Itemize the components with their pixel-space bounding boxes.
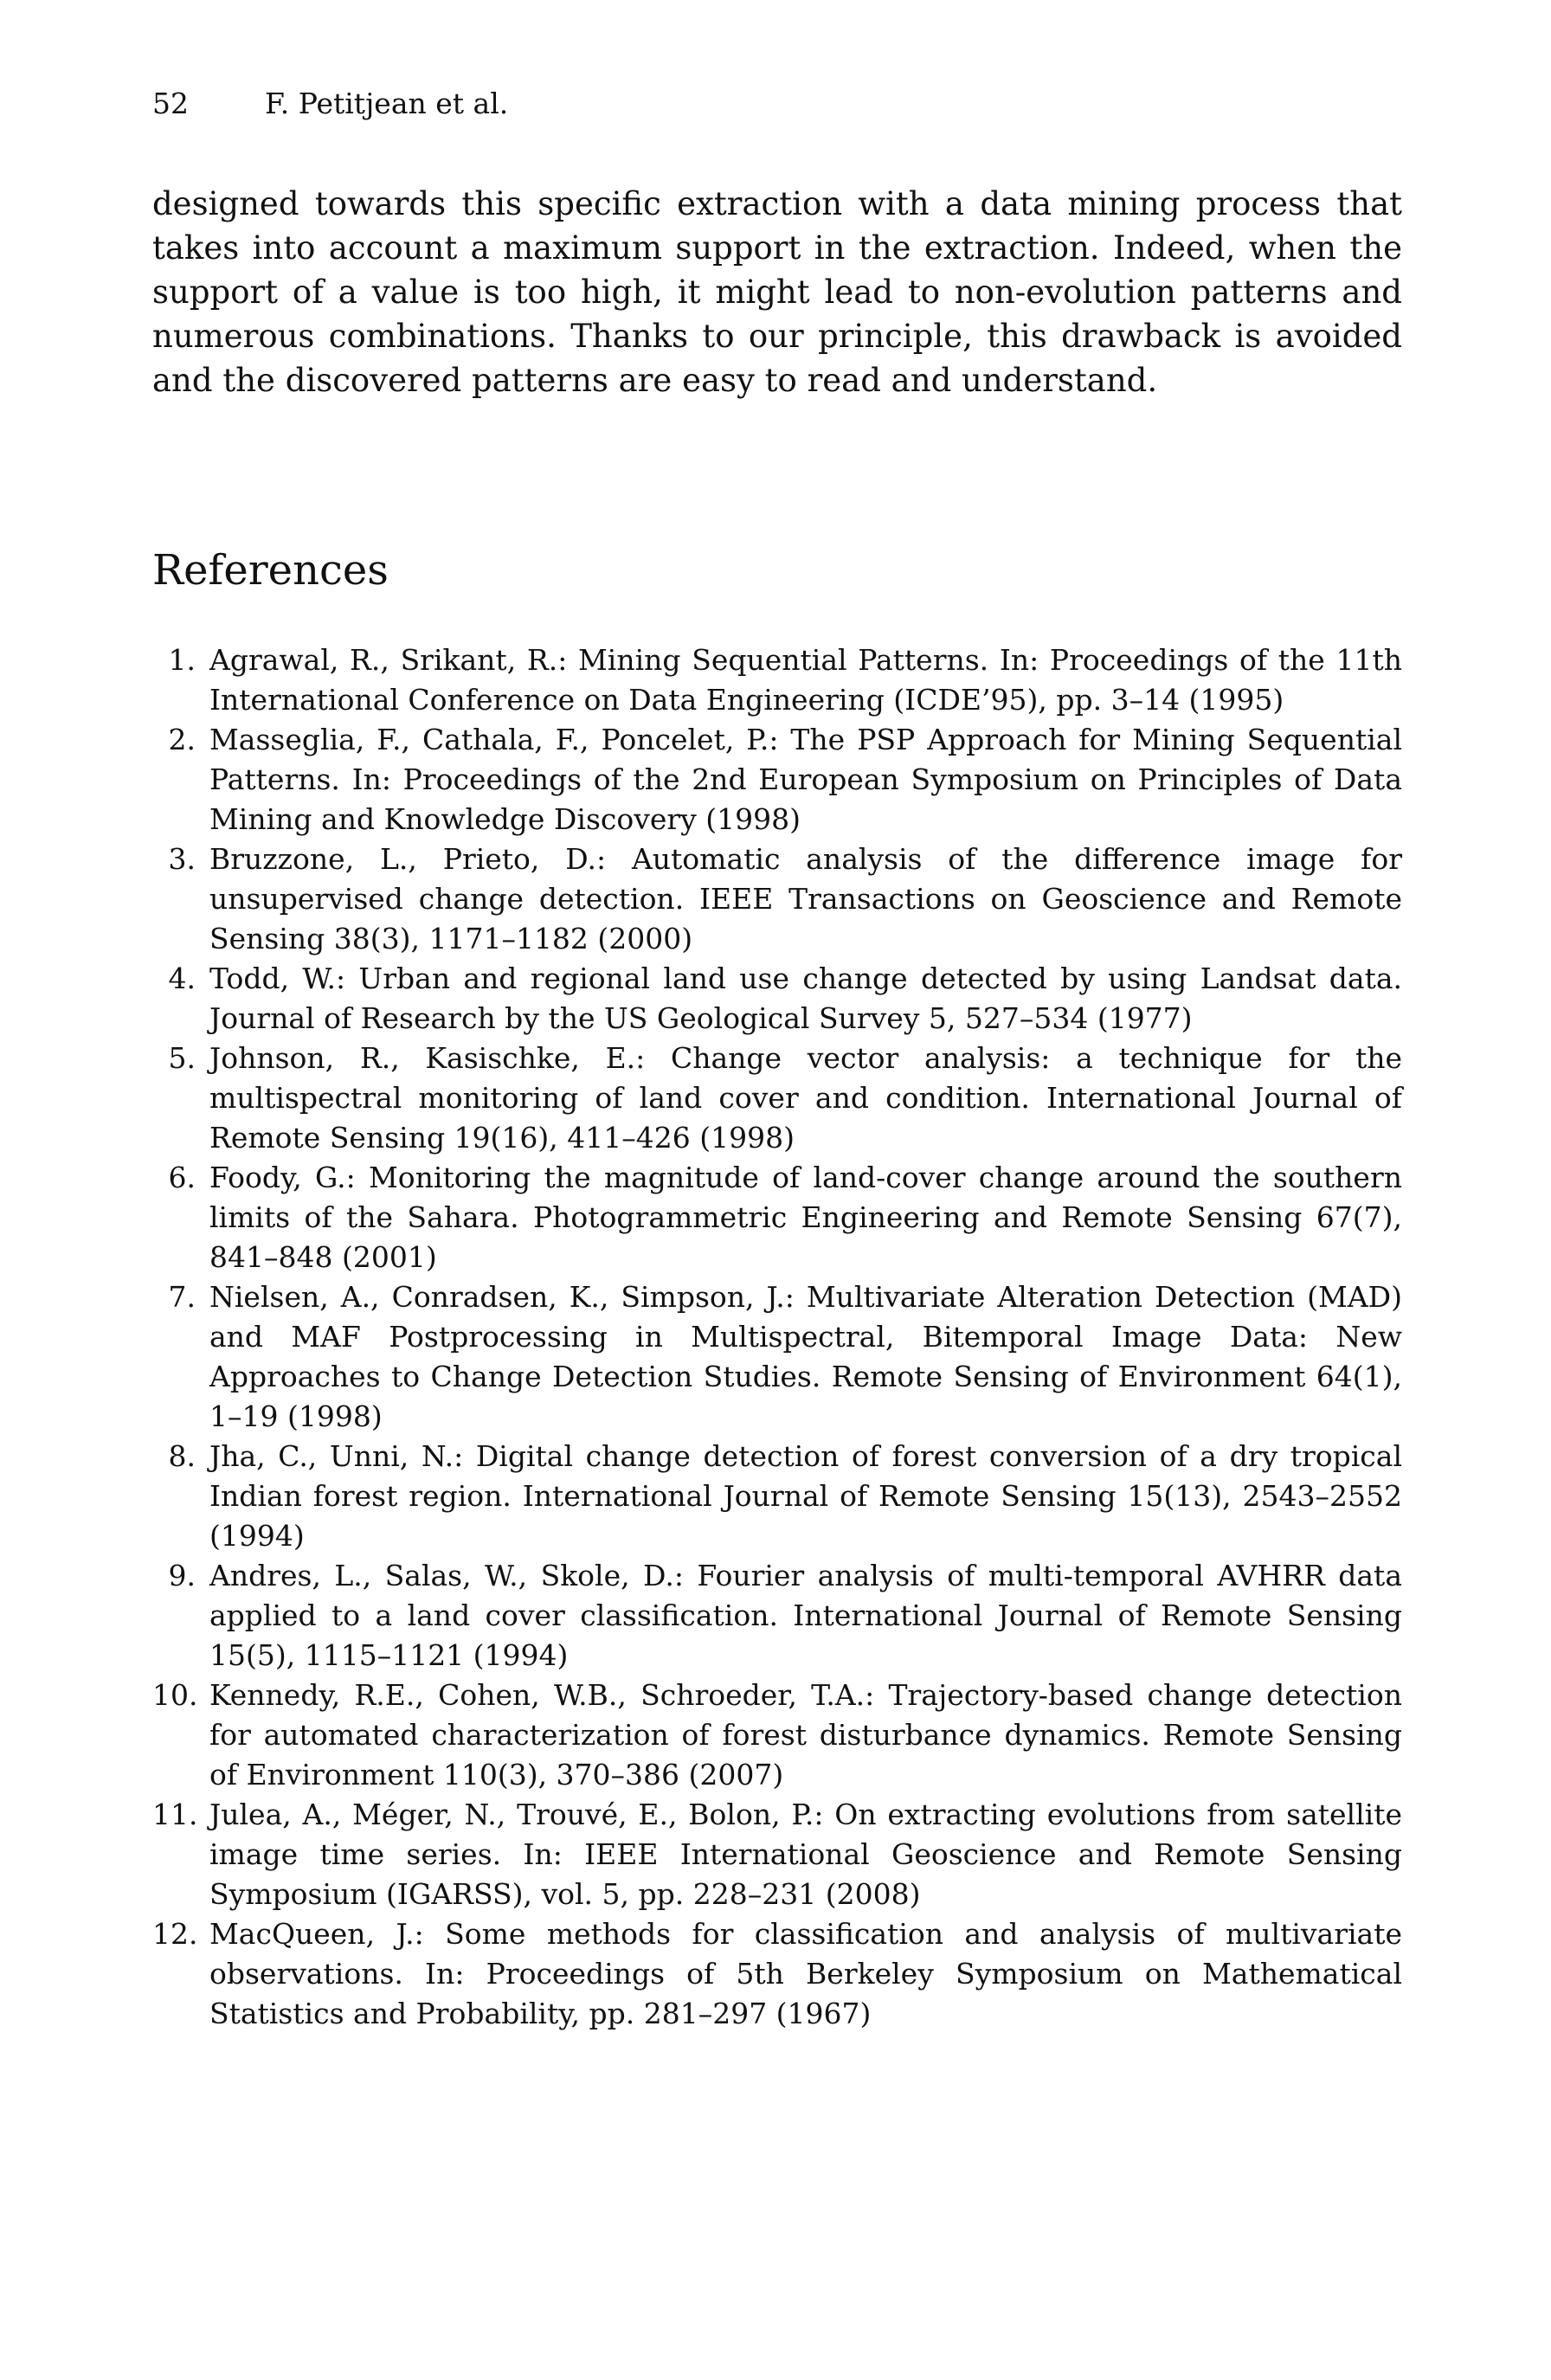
reference-item: [152, 1556, 1402, 1676]
reference-number: 6.: [168, 1161, 196, 1194]
reference-item: [152, 640, 1402, 720]
reference-text: Foody, G.: Monitoring the magnitude of land-cover change around the southern limits of the Sahara. Photogrammetric Engineering and Remote Sensing 67(7), 841–848 (2001): [209, 1161, 1402, 1274]
reference-item: [152, 1676, 1402, 1795]
reference-item: [152, 1795, 1402, 1914]
reference-item: [152, 1158, 1402, 1277]
reference-number: 10.: [152, 1678, 198, 1712]
reference-number: 5.: [168, 1041, 196, 1075]
reference-text: Jha, C., Unni, N.: Digital change detection of forest conversion of a dry tropical Indian forest region. International Journal of Remote Sensing 15(13), 2543–2552 (1994): [209, 1439, 1402, 1553]
reference-item: [152, 1039, 1402, 1158]
reference-number: 2.: [168, 723, 196, 756]
reference-text: Andres, L., Salas, W., Skole, D.: Fourier analysis of multi-temporal AVHRR data applied to a land cover classification. International Journal of Remote Sensing 15(5), 1115–1121 (1994): [209, 1559, 1402, 1672]
page-number: 52: [152, 87, 189, 120]
reference-number: 11.: [152, 1798, 198, 1831]
reference-number: 9.: [168, 1559, 196, 1592]
reference-number: 1.: [168, 643, 196, 677]
reference-number: 12.: [152, 1917, 198, 1951]
running-head-authors: F. Petitjean et al.: [265, 87, 509, 120]
reference-text: Kennedy, R.E., Cohen, W.B., Schroeder, T.A.: Trajectory-based change detection for automated characterization of forest disturbance dynamics. Remote Sensing of Environment 110(3), 370–386 (2007): [209, 1678, 1402, 1791]
reference-item: [152, 959, 1402, 1039]
reference-text: Julea, A., Méger, N., Trouvé, E., Bolon, P.: On extracting evolutions from satellite image time series. In: IEEE International Geoscience and Remote Sensing Symposium (IGARSS), vol. 5, pp. 228–231 (2008): [209, 1798, 1402, 1911]
reference-number: 4.: [168, 962, 196, 995]
reference-item: [152, 720, 1402, 839]
body-paragraph: designed towards this specific extraction with a data mining process that takes into account a maximum support in the extraction. Indeed, when the support of a value is too high, it might lead to non-evolution patterns and numerous combinations. Thanks to our principle, this drawback is avoided and the discovered patterns are easy to read and understand.: [152, 185, 1402, 399]
references-heading: References: [152, 546, 389, 595]
reference-item: [152, 1914, 1402, 2034]
reference-item: [152, 1437, 1402, 1556]
reference-text: Masseglia, F., Cathala, F., Poncelet, P.: The PSP Approach for Mining Sequential Patterns. In: Proceedings of the 2nd European Symposium on Principles of Data Mining and Knowledge Discovery (1998): [209, 723, 1402, 836]
reference-item: [152, 839, 1402, 959]
reference-number: 3.: [168, 842, 196, 876]
reference-list: [152, 640, 1402, 2034]
reference-text: Nielsen, A., Conradsen, K., Simpson, J.: Multivariate Alteration Detection (MAD) and MAF Postprocessing in Multispectral, Bitemporal Image Data: New Approaches to Change Detection Studies. Remote Sensing of Environment 64(1), 1–19 (1998): [209, 1280, 1402, 1433]
reference-text: Todd, W.: Urban and regional land use change detected by using Landsat data. Journal of Research by the US Geological Survey 5, 527–534 (1977): [209, 962, 1402, 1035]
reference-text: MacQueen, J.: Some methods for classification and analysis of multivariate observations. In: Proceedings of 5th Berkeley Symposium on Mathematical Statistics and Probability, pp. 281–297 (1967): [209, 1917, 1402, 2030]
reference-number: 8.: [168, 1439, 196, 1473]
reference-text: Johnson, R., Kasischke, E.: Change vector analysis: a technique for the multispectral monitoring of land cover and condition. International Journal of Remote Sensing 19(16), 411–426 (1998): [209, 1041, 1402, 1155]
reference-item: [152, 1277, 1402, 1437]
reference-text: Agrawal, R., Srikant, R.: Mining Sequential Patterns. In: Proceedings of the 11th International Conference on Data Engineering (ICDE’95), pp. 3–14 (1995): [209, 643, 1402, 717]
reference-text: Bruzzone, L., Prieto, D.: Automatic analysis of the difference image for unsupervised change detection. IEEE Transactions on Geoscience and Remote Sensing 38(3), 1171–1182 (2000): [209, 842, 1402, 955]
running-head: [152, 87, 508, 121]
reference-number: 7.: [168, 1280, 196, 1314]
